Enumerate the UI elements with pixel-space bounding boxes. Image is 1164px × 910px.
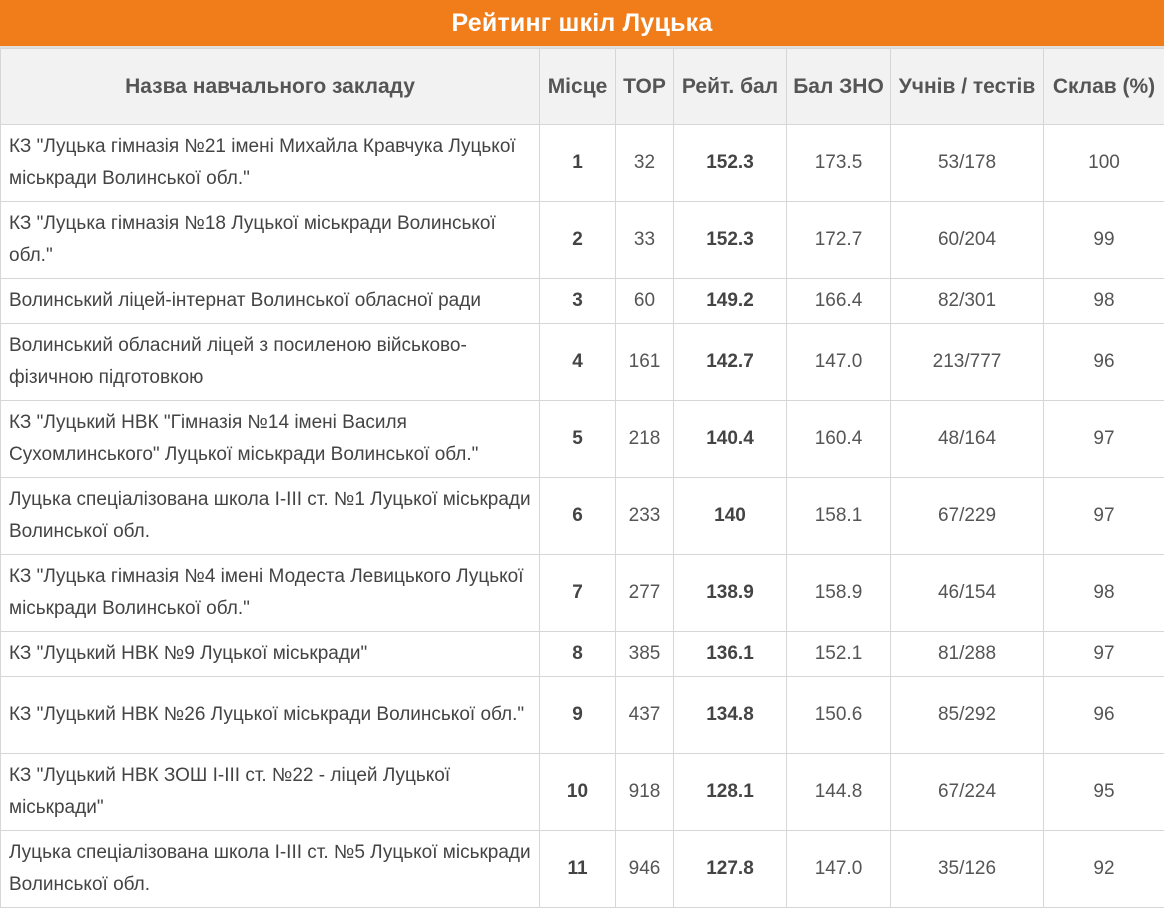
rating-cell: 127.8 [674, 831, 787, 908]
top-cell: 437 [616, 677, 674, 754]
table-row [1, 632, 1164, 677]
zno-cell: 152.1 [787, 632, 891, 677]
place-cell: 2 [540, 202, 616, 279]
school-name: Луцька спеціалізована школа I-III ст. №5 Луцької міськради Волинської обл. [1, 831, 540, 908]
place-cell: 3 [540, 279, 616, 324]
rating-cell: 152.3 [674, 125, 787, 202]
place-cell: 4 [540, 324, 616, 401]
table-row [1, 125, 1164, 202]
header-name: Назва навчального закладу [1, 49, 540, 125]
sklad-cell: 98 [1044, 279, 1164, 324]
header-sklad: Склав (%) [1044, 49, 1164, 125]
place-cell: 11 [540, 831, 616, 908]
zno-cell: 166.4 [787, 279, 891, 324]
table-row [1, 324, 1164, 401]
top-cell: 946 [616, 831, 674, 908]
table-row [1, 202, 1164, 279]
zno-cell: 144.8 [787, 754, 891, 831]
sklad-cell: 92 [1044, 831, 1164, 908]
table-row [1, 754, 1164, 831]
rating-cell: 138.9 [674, 555, 787, 632]
sklad-cell: 97 [1044, 632, 1164, 677]
rating-cell: 136.1 [674, 632, 787, 677]
ranking-table [0, 48, 1164, 908]
sklad-cell: 99 [1044, 202, 1164, 279]
table-title: Рейтинг шкіл Луцька [0, 0, 1164, 48]
place-cell: 7 [540, 555, 616, 632]
school-name: Волинський обласний ліцей з посиленою військово-фізичною підготовкою [1, 324, 540, 401]
table-row [1, 401, 1164, 478]
zno-cell: 147.0 [787, 324, 891, 401]
zno-cell: 150.6 [787, 677, 891, 754]
top-cell: 233 [616, 478, 674, 555]
school-name: КЗ "Луцький НВК №26 Луцької міськради Волинської обл." [1, 677, 540, 754]
rating-cell: 142.7 [674, 324, 787, 401]
zno-cell: 173.5 [787, 125, 891, 202]
table-row [1, 279, 1164, 324]
zno-cell: 160.4 [787, 401, 891, 478]
header-rating: Рейт. бал [674, 49, 787, 125]
sklad-cell: 97 [1044, 401, 1164, 478]
zno-cell: 172.7 [787, 202, 891, 279]
sklad-cell: 95 [1044, 754, 1164, 831]
top-cell: 32 [616, 125, 674, 202]
school-name: КЗ "Луцький НВК ЗОШ I-III ст. №22 - ліцей Луцької міськради" [1, 754, 540, 831]
place-cell: 10 [540, 754, 616, 831]
table-row [1, 831, 1164, 908]
zno-cell: 158.1 [787, 478, 891, 555]
table-header-row [1, 49, 1164, 125]
sklad-cell: 96 [1044, 324, 1164, 401]
students-cell: 48/164 [891, 401, 1044, 478]
zno-cell: 158.9 [787, 555, 891, 632]
school-name: Волинський ліцей-інтернат Волинської обласної ради [1, 279, 540, 324]
sklad-cell: 96 [1044, 677, 1164, 754]
school-name: КЗ "Луцький НВК №9 Луцької міськради" [1, 632, 540, 677]
table-row [1, 478, 1164, 555]
school-name: Луцька спеціалізована школа I-III ст. №1 Луцької міськради Волинської обл. [1, 478, 540, 555]
rating-cell: 128.1 [674, 754, 787, 831]
sklad-cell: 98 [1044, 555, 1164, 632]
school-name: КЗ "Луцький НВК "Гімназія №14 імені Василя Сухомлинського" Луцької міськради Волинської обл." [1, 401, 540, 478]
table-row [1, 677, 1164, 754]
top-cell: 918 [616, 754, 674, 831]
students-cell: 60/204 [891, 202, 1044, 279]
rating-cell: 152.3 [674, 202, 787, 279]
header-place: Місце [540, 49, 616, 125]
rating-cell: 140 [674, 478, 787, 555]
students-cell: 85/292 [891, 677, 1044, 754]
place-cell: 8 [540, 632, 616, 677]
place-cell: 5 [540, 401, 616, 478]
top-cell: 277 [616, 555, 674, 632]
top-cell: 161 [616, 324, 674, 401]
header-zno: Бал ЗНО [787, 49, 891, 125]
header-top: TOP [616, 49, 674, 125]
top-cell: 60 [616, 279, 674, 324]
students-cell: 81/288 [891, 632, 1044, 677]
school-name: КЗ "Луцька гімназія №18 Луцької міськради Волинської обл." [1, 202, 540, 279]
students-cell: 67/224 [891, 754, 1044, 831]
rating-cell: 140.4 [674, 401, 787, 478]
place-cell: 9 [540, 677, 616, 754]
students-cell: 46/154 [891, 555, 1044, 632]
students-cell: 213/777 [891, 324, 1044, 401]
header-students: Учнів / тестів [891, 49, 1044, 125]
students-cell: 67/229 [891, 478, 1044, 555]
top-cell: 385 [616, 632, 674, 677]
school-name: КЗ "Луцька гімназія №4 імені Модеста Левицького Луцької міськради Волинської обл." [1, 555, 540, 632]
table-row [1, 555, 1164, 632]
rating-cell: 149.2 [674, 279, 787, 324]
sklad-cell: 100 [1044, 125, 1164, 202]
students-cell: 35/126 [891, 831, 1044, 908]
top-cell: 33 [616, 202, 674, 279]
sklad-cell: 97 [1044, 478, 1164, 555]
students-cell: 82/301 [891, 279, 1044, 324]
rating-cell: 134.8 [674, 677, 787, 754]
place-cell: 6 [540, 478, 616, 555]
zno-cell: 147.0 [787, 831, 891, 908]
school-name: КЗ "Луцька гімназія №21 імені Михайла Кравчука Луцької міськради Волинської обл." [1, 125, 540, 202]
place-cell: 1 [540, 125, 616, 202]
top-cell: 218 [616, 401, 674, 478]
students-cell: 53/178 [891, 125, 1044, 202]
